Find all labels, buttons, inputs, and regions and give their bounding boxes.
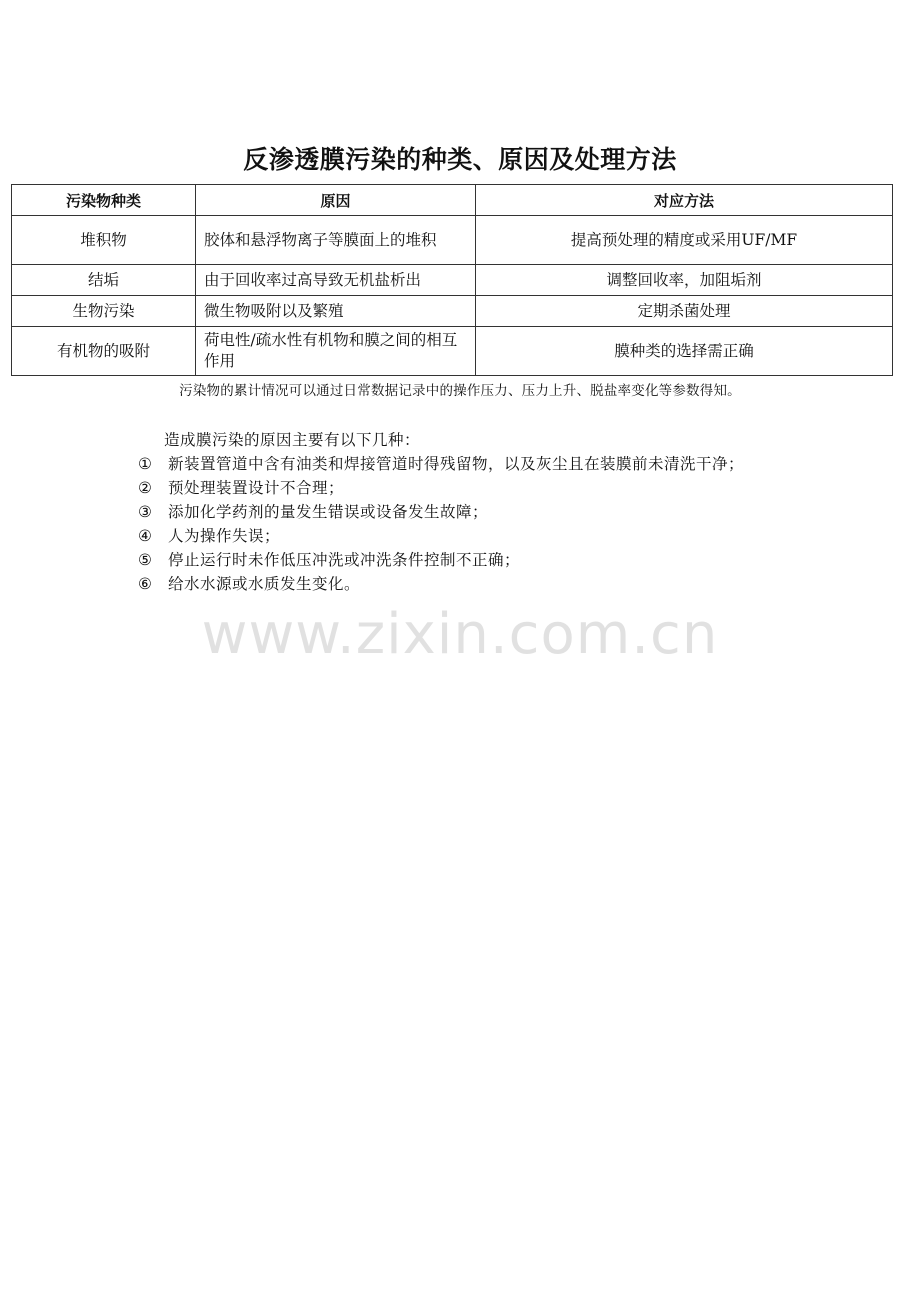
cell-method: 提高预处理的精度或采用UF/MF [476,216,893,265]
causes-list [138,452,788,596]
list-item [138,548,788,572]
document-title: 反渗透膜污染的种类、原因及处理方法 [243,145,677,174]
cell-pollutant-type: 生物污染 [12,296,196,327]
list-item-text: 停止运行时未作低压冲洗或冲洗条件控制不正确； [168,551,521,569]
list-item [138,500,788,524]
list-item-number: ① [138,455,153,473]
header-pollutant-type: 污染物种类 [12,185,196,216]
list-item-text: 预处理装置设计不合理； [168,479,345,497]
table-note: 污染物的累计情况可以通过日常数据记录中的操作压力、压力上升、脱盐率变化等参数得知。 [179,383,741,399]
list-item-number: ④ [138,527,153,545]
list-item [138,524,788,548]
table-row [12,327,893,376]
cell-method: 定期杀菌处理 [476,296,893,327]
cell-pollutant-type: 有机物的吸附 [12,327,196,376]
list-item [138,476,788,500]
header-cause: 原因 [196,185,476,216]
list-item-text: 新装置管道中含有油类和焊接管道时得残留物，以及灰尘且在装膜前未清洗干净； [168,455,745,473]
list-item-number: ② [138,479,153,497]
list-item [138,572,788,596]
table-row [12,216,893,265]
cell-cause: 由于回收率过高导致无机盐析出 [196,265,476,296]
list-item-text: 人为操作失误； [168,527,281,545]
watermark: www.zixin.com.cn [201,602,719,667]
table-row [12,265,893,296]
pollution-table [11,184,893,376]
cell-method: 膜种类的选择需正确 [476,327,893,376]
cell-pollutant-type: 结垢 [12,265,196,296]
list-item-number: ⑤ [138,551,153,569]
header-method: 对应方法 [476,185,893,216]
list-item-text: 给水水源或水质发生变化。 [168,575,361,593]
cell-pollutant-type: 堆积物 [12,216,196,265]
cell-cause: 微生物吸附以及繁殖 [196,296,476,327]
list-item-text: 添加化学药剂的量发生错误或设备发生故障； [168,503,489,521]
list-item [138,452,788,476]
cell-cause: 胶体和悬浮物离子等膜面上的堆积 [196,216,476,265]
table-header-row [12,185,893,216]
list-item-number: ③ [138,503,153,521]
cell-method: 调整回收率，加阻垢剂 [476,265,893,296]
cell-cause: 荷电性/疏水性有机物和膜之间的相互作用 [196,327,476,376]
table-row [12,296,893,327]
causes-intro: 造成膜污染的原因主要有以下几种： [164,431,421,449]
list-item-number: ⑥ [138,575,153,593]
